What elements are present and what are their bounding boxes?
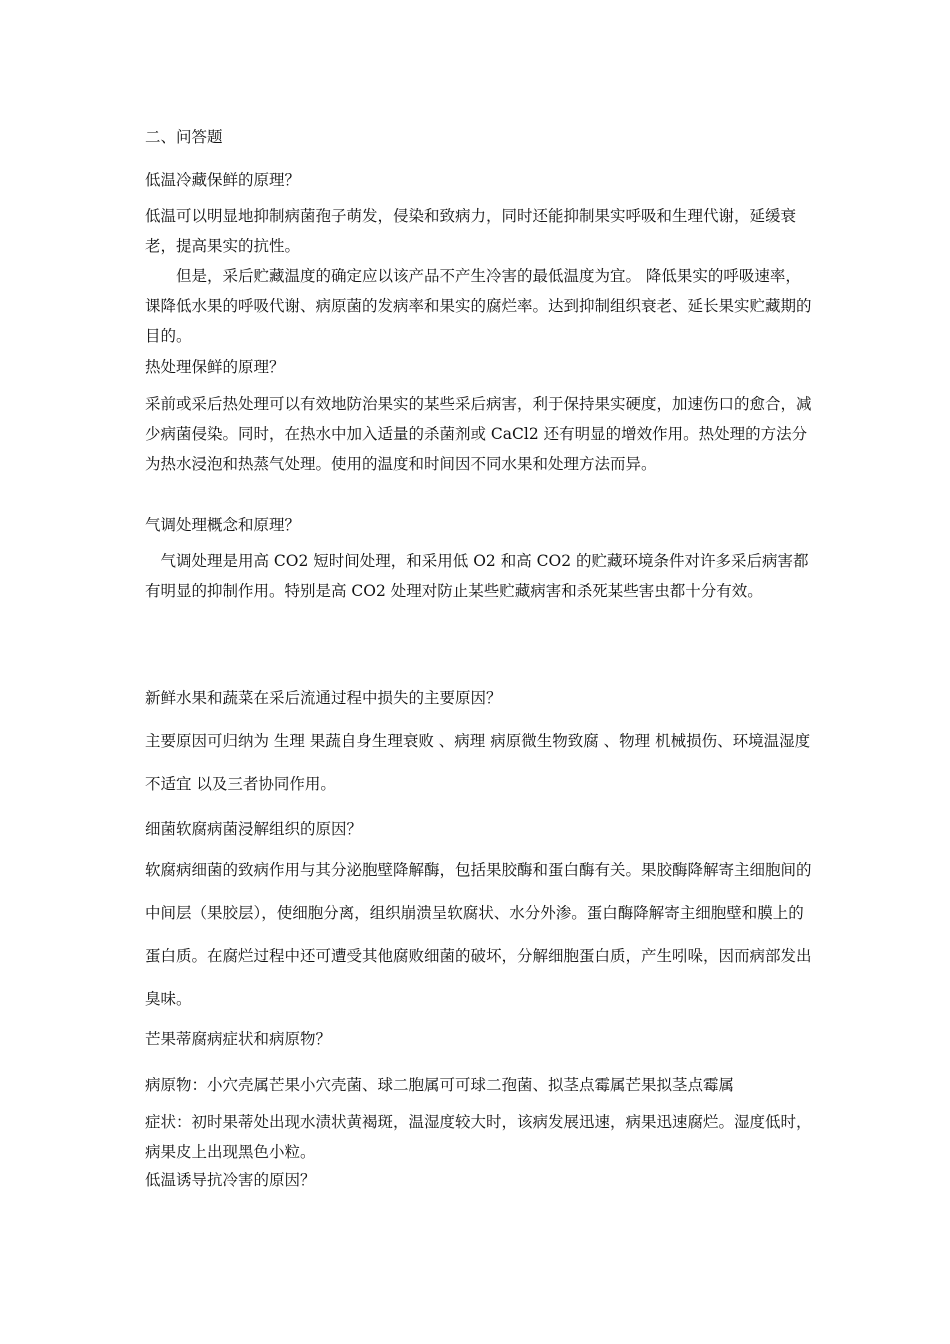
answer-4-paragraph-1: 主要原因可归纳为 生理 果蔬自身生理衰败 、病理 病原微生物致腐 、物理 机械损伤、环境温湿度不适宜 以及三者协同作用。 bbox=[145, 732, 811, 793]
answer-1-paragraph-2: 但是，采后贮藏温度的确定应以该产品不产生冷害的最低温度为宜。 降低果实的呼吸速率，课降低水果的呼吸代谢、病原菌的发病率和果实的腐烂率。达到抑制组织衰老、延长果实贮藏期的目的。 bbox=[145, 267, 812, 345]
answer-2-paragraph-1: 采前或采后热处理可以有效地防治果实的某些采后病害，利于保持果实硬度，加速伤口的愈合，减少病菌侵染。同时，在热水中加入适量的杀菌剂或 CaCl2 还有明显的增效作用。热处理的方法分为热水浸泡和热蒸气处理。使用的温度和时间因不同水果和处理方法而异。 bbox=[145, 395, 812, 473]
question-6: 芒果蒂腐病症状和病原物？ bbox=[145, 1030, 332, 1048]
question-1: 低温冷藏保鲜的原理？ bbox=[145, 171, 301, 189]
question-5: 细菌软腐病菌浸解组织的原因？ bbox=[145, 820, 363, 838]
answer-5-paragraph-1: 软腐病细菌的致病作用与其分泌胞壁降解酶，包括果胶酶和蛋白酶有关。果胶酶降解寄主细胞间的中间层（果胶层），使细胞分离，组织崩溃呈软腐状、水分外渗。蛋白酶降解寄主细胞壁和膜上的蛋白质。在腐烂过程中还可遭受其他腐败细菌的破坏，分解细胞蛋白质，产生吲哚，因而病部发出臭味。 bbox=[145, 861, 812, 1008]
question-2: 热处理保鲜的原理？ bbox=[145, 358, 285, 376]
question-4: 新鲜水果和蔬菜在采后流通过程中损失的主要原因？ bbox=[145, 689, 502, 707]
section-title: 二、问答题 bbox=[145, 128, 223, 146]
question-3: 气调处理概念和原理？ bbox=[145, 516, 301, 534]
answer-3-paragraph-1: 气调处理是用高 CO2 短时间处理，和采用低 O2 和高 CO2 的贮藏环境条件对许多采后病害都有明显的抑制作用。特别是高 CO2 处理对防止某些贮藏病害和杀死某些害虫都十分有效。 bbox=[145, 552, 809, 600]
answer-6-paragraph-1: 病原物：小穴壳属芒果小穴壳菌、球二胞属可可球二孢菌、拟茎点霉属芒果拟茎点霉属 bbox=[145, 1076, 735, 1094]
answer-6-paragraph-2: 症状：初时果蒂处出现水渍状黄褐斑，温湿度较大时，该病发展迅速，病果迅速腐烂。湿度低时，病果皮上出现黑色小粒。 bbox=[145, 1113, 812, 1161]
answer-1-paragraph-1: 低温可以明显地抑制病菌孢子萌发，侵染和致病力，同时还能抑制果实呼吸和生理代谢，延缓衰老，提高果实的抗性。 bbox=[145, 207, 797, 255]
question-7: 低温诱导抗冷害的原因？ bbox=[145, 1171, 316, 1189]
